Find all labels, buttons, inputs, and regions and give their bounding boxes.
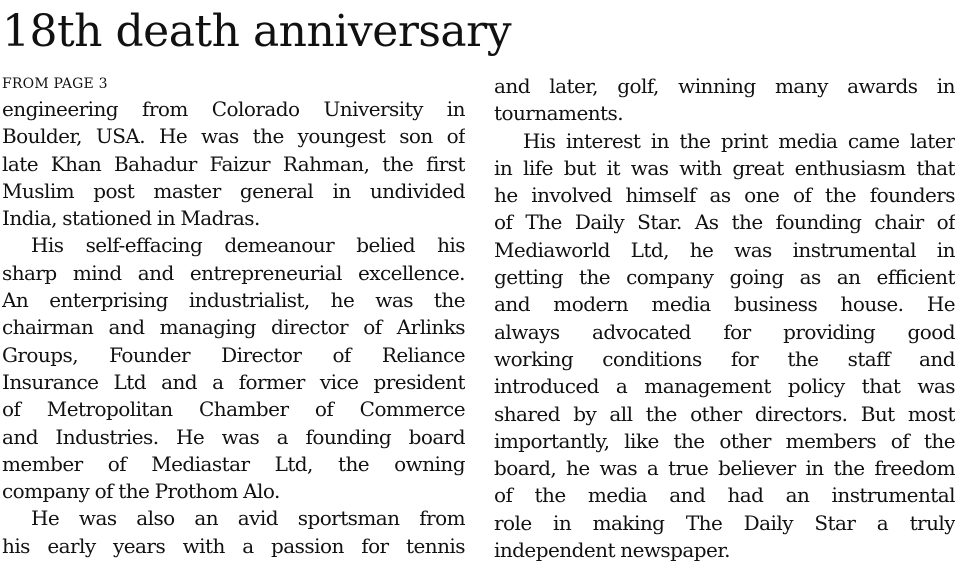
text-line: of Metropolitan Chamber of Commerce: [2, 397, 465, 422]
text-line: Insurance Ltd and a former vice president: [2, 369, 465, 394]
text-line: in life but it was with great enthusiasm that: [494, 155, 955, 180]
text-line: tournaments.: [494, 101, 624, 126]
text-line: introduced a management policy that was: [494, 374, 955, 399]
text-line: An enterprising industrialist, he was the: [2, 288, 465, 313]
text-line: shared by all the other directors. But most: [494, 401, 955, 426]
text-line: he involved himself as one of the founders: [494, 183, 955, 208]
text-line: role in making The Daily Star a truly: [494, 510, 955, 535]
text-line: member of Mediastar Ltd, the owning: [2, 451, 465, 476]
text-line: getting the company going as an efficient: [494, 265, 955, 290]
text-line: Boulder, USA. He was the youngest son of: [2, 124, 465, 149]
text-line: working conditions for the staff and: [494, 346, 955, 371]
text-line: late Khan Bahadur Faizur Rahman, the first: [2, 151, 465, 176]
text-line: chairman and managing director of Arlinks: [2, 315, 465, 340]
text-line: his early years with a passion for tennis: [2, 533, 465, 558]
text-line: company of the Prothom Alo.: [2, 479, 280, 504]
continued-from-label: FROM PAGE 3: [2, 76, 108, 92]
article-column-left: [2, 96, 465, 560]
article-column-right: [494, 73, 955, 564]
text-line: always advocated for providing good: [494, 319, 955, 344]
text-line: Groups, Founder Director of Reliance: [2, 342, 465, 367]
article-headline: 18th death anniversary: [2, 6, 512, 57]
text-line: and Industries. He was a founding board: [2, 424, 465, 449]
text-line: and later, golf, winning many awards in: [494, 74, 955, 98]
text-line: sharp mind and entrepreneurial excellence.: [2, 260, 465, 285]
text-line: India, stationed in Madras.: [2, 206, 260, 231]
text-line: Muslim post master general in undivided: [2, 178, 465, 203]
text-line: He was also an avid sportsman from: [31, 506, 465, 531]
text-line: of the media and had an instrumental: [494, 483, 955, 508]
text-line: Mediaworld Ltd, he was instrumental in: [494, 237, 955, 262]
text-line: board, he was a true believer in the freedom: [494, 456, 955, 481]
text-line: importantly, like the other members of the: [494, 428, 955, 453]
text-line: of The Daily Star. As the founding chair of: [494, 210, 955, 235]
text-line: His self-effacing demeanour belied his: [31, 233, 465, 258]
text-line: and modern media business house. He: [494, 292, 955, 317]
text-line: independent newspaper.: [494, 538, 730, 563]
text-line: engineering from Colorado University in: [2, 97, 465, 121]
text-line: His interest in the print media came later: [523, 128, 955, 153]
